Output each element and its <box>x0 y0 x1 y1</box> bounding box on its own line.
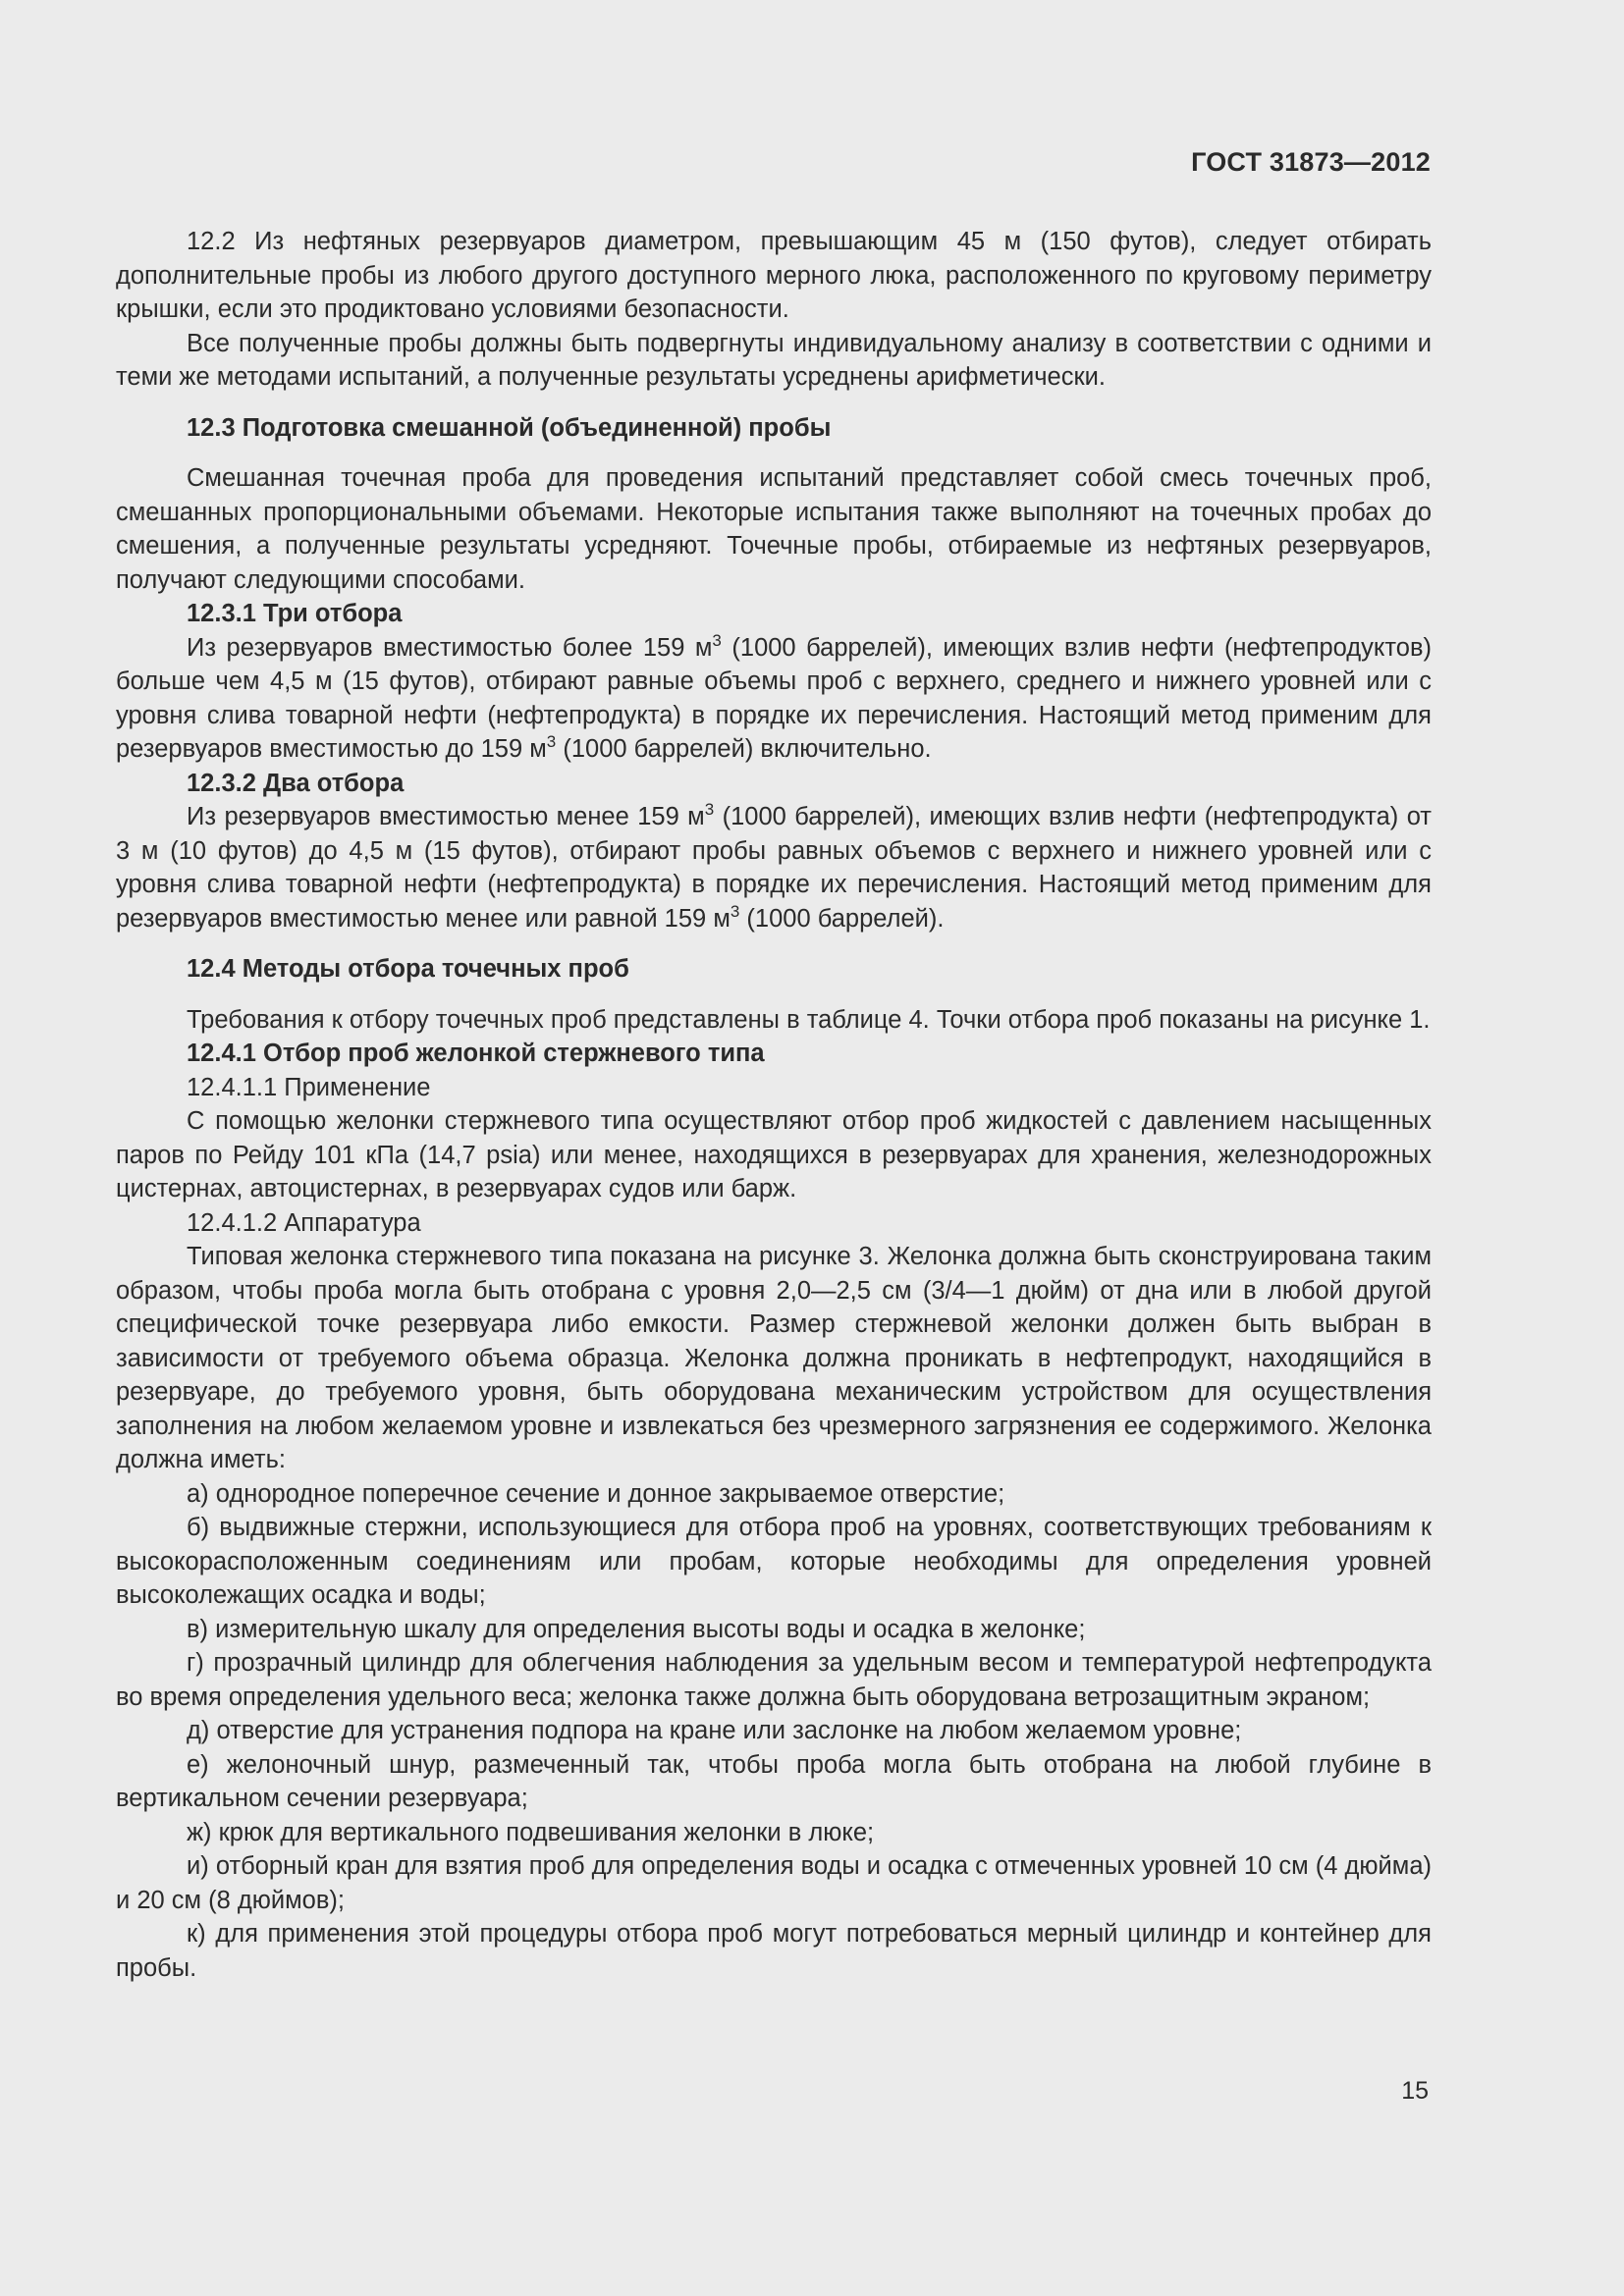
paragraph-text: (1000 баррелей), имеющих взлив нефти (нефтепродуктов) больше чем 4,5 м (15 футов), отбирают равные объемы проб с верхнего, среднего и нижнего уровней или с уровня слива товарной нефти (нефтепродукта) в порядке их перечисления. Настоящий метод применим для резервуаров вместимостью до 159 м <box>116 633 1432 763</box>
paragraph-12-3-1 <box>116 631 1432 767</box>
paragraph-text: Из резервуаров вместимостью менее 159 м <box>187 803 705 830</box>
paragraph-text: (1000 баррелей) включительно. <box>556 735 932 763</box>
heading-12-3-2: 12.3.2 Два отбора <box>187 769 405 797</box>
paragraph-12-2-continued: Все полученные пробы должны быть подвергнуты индивидуальному анализу в соответствии с одними и теми же методами испытаний, а полученные результаты усреднены арифметически. <box>116 329 1432 391</box>
paragraph-12-3-2 <box>116 800 1432 935</box>
paragraph-12-4-1-2: Типовая желонка стержневого типа показана на рисунке 3. Желонка должна быть сконструирована таким образом, чтобы проба могла быть отобрана с уровня 2,0—2,5 см (3/4—1 дюйм) от дна или в любой другой специфической точке резервуара либо емкости. Размер стержневой желонки должен быть выбран в зависимости от требуемого объема образца. Желонка должна проникать в нефтепродукт, находящийся в резервуаре, до требуемого уровня, быть оборудована механическим устройством для осуществления заполнения на любом желаемом уровне и извлекаться без чрезмерного загрязнения ее содержимого. Желонка должна иметь: <box>116 1243 1432 1473</box>
heading-12-3: 12.3 Подготовка смешанной (объединенной) пробы <box>187 413 832 442</box>
paragraph-text: (1000 баррелей), имеющих взлив нефти (нефтепродукта) от 3 м (10 футов) до 4,5 м (15 футов), отбирают пробы равных объемов с верхнего и нижнего уровней или с уровня слива товарной нефти (нефтепродукта) в порядке их перечисления. Настоящий метод применим для резервуаров вместимостью менее или равной 159 м <box>116 803 1432 933</box>
list-item: в) измерительную шкалу для определения высоты воды и осадка в желонке; <box>187 1615 1086 1643</box>
document-body <box>116 225 1432 1985</box>
paragraph-text: (1000 баррелей). <box>739 904 945 933</box>
superscript: 3 <box>712 630 722 650</box>
superscript: 3 <box>704 800 715 819</box>
paragraph-12-4: Требования к отбору точечных проб представлены в таблице 4. Точки отбора проб показаны на рисунке 1. <box>187 1005 1431 1034</box>
heading-12-4-1: 12.4.1 Отбор проб желонкой стержневого типа <box>187 1040 765 1067</box>
superscript: 3 <box>730 901 740 921</box>
page-number: 15 <box>1401 2077 1429 2105</box>
paragraph-text: Из резервуаров вместимостью более 159 м <box>187 633 713 662</box>
heading-12-4: 12.4 Методы отбора точечных проб <box>187 955 629 983</box>
paragraph-12-2: 12.2 Из нефтяных резервуаров диаметром, превышающим 45 м (150 футов), следует отбирать дополнительные пробы из любого другого доступного мерного люка, расположенного по круговому периметру крышки, если это продиктовано условиями безопасности. <box>116 228 1432 323</box>
list-item: б) выдвижные стержни, использующиеся для отбора проб на уровнях, соответствующих требованиям к высокорасположенным соединениям или пробам, которые необходимы для определения уровней высоколежащих осадка и воды; <box>116 1514 1432 1609</box>
list-item: д) отверстие для устранения подпора на кране или заслонке на любом желаемом уровне; <box>187 1717 1242 1744</box>
paragraph-12-3: Смешанная точечная проба для проведения испытаний представляет собой смесь точечных проб, смешанных пропорциональными объемами. Некоторые испытания также выполняют на точечных пробах до смешения, а полученные результаты усредняют. Точечные пробы, отбираемые из нефтяных резервуаров, получают следующими способами. <box>116 464 1432 594</box>
list-item: и) отборный кран для взятия проб для определения воды и осадка с отмеченных уровней 10 см (4 дюйма) и 20 см (8 дюймов); <box>116 1852 1432 1914</box>
list-item: а) однородное поперечное сечение и донное закрываемое отверстие; <box>187 1479 1005 1508</box>
list-item: к) для применения этой процедуры отбора проб могут потребоваться мерный цилиндр и контейнер для пробы. <box>116 1920 1432 1982</box>
heading-12-4-1-2: 12.4.1.2 Аппаратура <box>187 1208 421 1237</box>
superscript: 3 <box>546 732 557 751</box>
list-item: е) желоночный шнур, размеченный так, чтобы проба могла быть отобрана на любой глубине в вертикальном сечении резервуара; <box>116 1750 1432 1812</box>
list-item: ж) крюк для вертикального подвешивания желонки в люке; <box>187 1818 875 1846</box>
list-item: г) прозрачный цилиндр для облегчения наблюдения за удельным весом и температурой нефтепродукта во время определения удельного веса; желонка также должна быть оборудована ветрозащитным экраном; <box>116 1649 1432 1711</box>
document-code: ГОСТ 31873—2012 <box>1191 147 1431 177</box>
paragraph-12-4-1-1: С помощью желонки стержневого типа осуществляют отбор проб жидкостей с давлением насыщенных паров по Рейду 101 кПа (14,7 psia) или менее, находящихся в резервуарах для хранения, железнодорожных цистернах, автоцистернах, в резервуарах судов или барж. <box>116 1107 1432 1202</box>
heading-12-3-1: 12.3.1 Три отбора <box>187 600 403 627</box>
heading-12-4-1-1: 12.4.1.1 Применение <box>187 1073 431 1101</box>
